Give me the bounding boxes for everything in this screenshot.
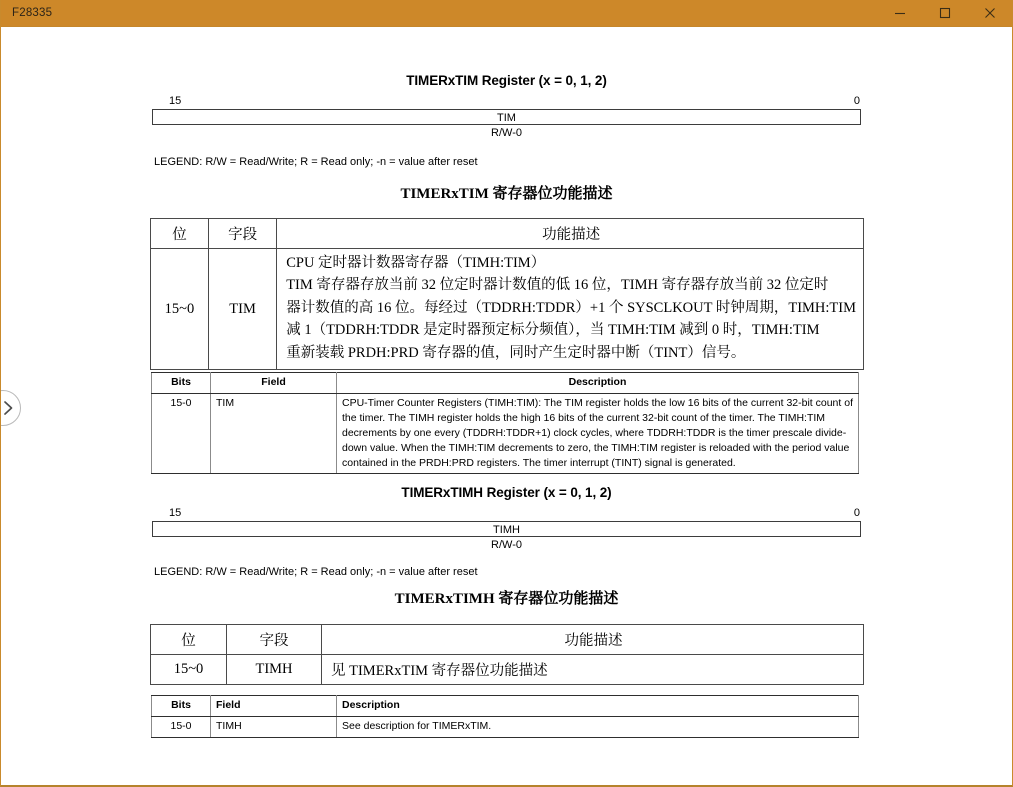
col-header-description: Description <box>337 696 859 717</box>
table-row <box>152 393 859 474</box>
close-icon <box>984 7 996 19</box>
cell-bits: 15-0 <box>152 716 211 737</box>
bit-index-right: 0 <box>853 507 860 519</box>
cell-description: CPU-Timer Counter Registers (TIMH:TIM): The TIM register holds the low 16 bits of the current 32-bit count of the timer. The TIMH register holds the high 16 bits of the current 32-bit count of the timer. The TIMH:TIM decrements by one every (TDDRH:TDDR+1) clock cycles, where TDDRH:TDDR is the timer prescale divide-down value. When the TIMH:TIM decrements to zero, the TIMH:TIM register is reloaded with the period value contained in the PRDH:PRD registers. The timer interrupt (TINT) signal is generated. <box>337 393 859 474</box>
table-row <box>151 249 864 370</box>
bitfield-box: TIMH <box>152 521 861 537</box>
col-header-bits: Bits <box>152 373 211 394</box>
cn-title-timh: TIMERxTIMH 寄存器位功能描述 <box>394 591 619 607</box>
col-header-field: Field <box>211 696 337 717</box>
table-row <box>152 716 859 737</box>
title-bar <box>1 0 1012 27</box>
bit-index-right: 0 <box>853 95 860 107</box>
desc-line: CPU 定时器计数器寄存器（TIMH:TIM） <box>286 255 546 271</box>
register-bitfield-tim <box>1 95 1012 139</box>
legend-text: LEGEND: R/W = Read/Write; R = Read only; -n = value after reset <box>154 566 478 578</box>
cell-description: 见 TIMERxTIM 寄存器位功能描述 <box>322 655 864 685</box>
cell-field: TIM <box>208 249 276 370</box>
cn-register-table <box>150 624 864 685</box>
col-header-bits: 位 <box>151 625 227 655</box>
table-row <box>151 655 864 685</box>
desc-line: 减 1（TDDRH:TDDR 是定时器预定标分频值），当 TIMH:TIM 减到 0 时，TIMH:TIM <box>286 322 820 339</box>
maximize-icon <box>939 7 951 19</box>
bit-index-left: 15 <box>169 507 182 519</box>
table-header-row <box>151 219 864 249</box>
maximize-button[interactable] <box>922 0 967 27</box>
cn-register-table <box>150 218 864 370</box>
col-header-description: 功能描述 <box>277 219 864 249</box>
col-header-bits: Bits <box>152 696 211 717</box>
minimize-button[interactable] <box>877 0 922 27</box>
window-title: F28335 <box>12 7 53 19</box>
desc-line: 器计数值的高 16 位。每经过（TDDRH:TDDR）+1 个 SYSCLKOUT 时钟周期，TIMH:TIM <box>286 299 856 316</box>
desc-line: 重新装载 PRDH:PRD 寄存器的值，同时产生定时器中断（TINT）信号。 <box>286 344 746 361</box>
desc-line: TIM 寄存器存放当前 32 位定时器计数值的低 16 位，TIMH 寄存器存放当前 32 位定时 <box>286 277 829 294</box>
cell-bits: 15~0 <box>151 249 209 370</box>
minimize-icon <box>894 7 906 19</box>
en-table-tim <box>1 372 1012 474</box>
bit-index-left: 15 <box>169 95 182 107</box>
register-title-timh: TIMERxTIMH Register (x = 0, 1, 2) <box>401 485 612 500</box>
cell-description <box>277 249 864 370</box>
cell-field: TIM <box>211 393 337 474</box>
register-bitfield-timh <box>1 507 1012 551</box>
cell-field: TIMH <box>227 655 322 685</box>
cell-bits: 15-0 <box>152 393 211 474</box>
window-controls <box>877 0 1012 27</box>
col-header-field: 字段 <box>208 219 276 249</box>
table-header-row <box>152 373 859 394</box>
en-table-timh <box>1 695 1012 738</box>
bitfield-access: R/W-0 <box>491 539 522 551</box>
table-header-row <box>152 696 859 717</box>
col-header-bits: 位 <box>151 219 209 249</box>
col-header-field: 字段 <box>227 625 322 655</box>
cn-title-tim: TIMERxTIM 寄存器位功能描述 <box>400 186 613 202</box>
bitfield-access: R/W-0 <box>491 127 522 139</box>
table-header-row <box>151 625 864 655</box>
cell-description: See description for TIMERxTIM. <box>337 716 859 737</box>
col-header-description: Description <box>337 373 859 394</box>
chevron-right-icon <box>3 400 14 416</box>
close-button[interactable] <box>967 0 1012 27</box>
en-register-table <box>151 372 859 474</box>
document-page <box>1 27 1012 785</box>
col-header-description: 功能描述 <box>322 625 864 655</box>
col-header-field: Field <box>211 373 337 394</box>
register-title-tim: TIMERxTIM Register (x = 0, 1, 2) <box>406 73 607 88</box>
legend-tim <box>1 148 1012 168</box>
en-register-table <box>151 695 859 738</box>
cn-table-timh <box>1 624 1012 685</box>
bitfield-box: TIM <box>152 109 861 125</box>
legend-timh <box>1 558 1012 578</box>
bit-index-labels <box>152 95 861 109</box>
legend-text: LEGEND: R/W = Read/Write; R = Read only; -n = value after reset <box>154 156 478 168</box>
cell-bits: 15~0 <box>151 655 227 685</box>
bit-index-labels <box>152 507 861 521</box>
cn-table-tim <box>1 218 1012 370</box>
cell-field: TIMH <box>211 716 337 737</box>
document-viewport[interactable] <box>1 27 1012 785</box>
